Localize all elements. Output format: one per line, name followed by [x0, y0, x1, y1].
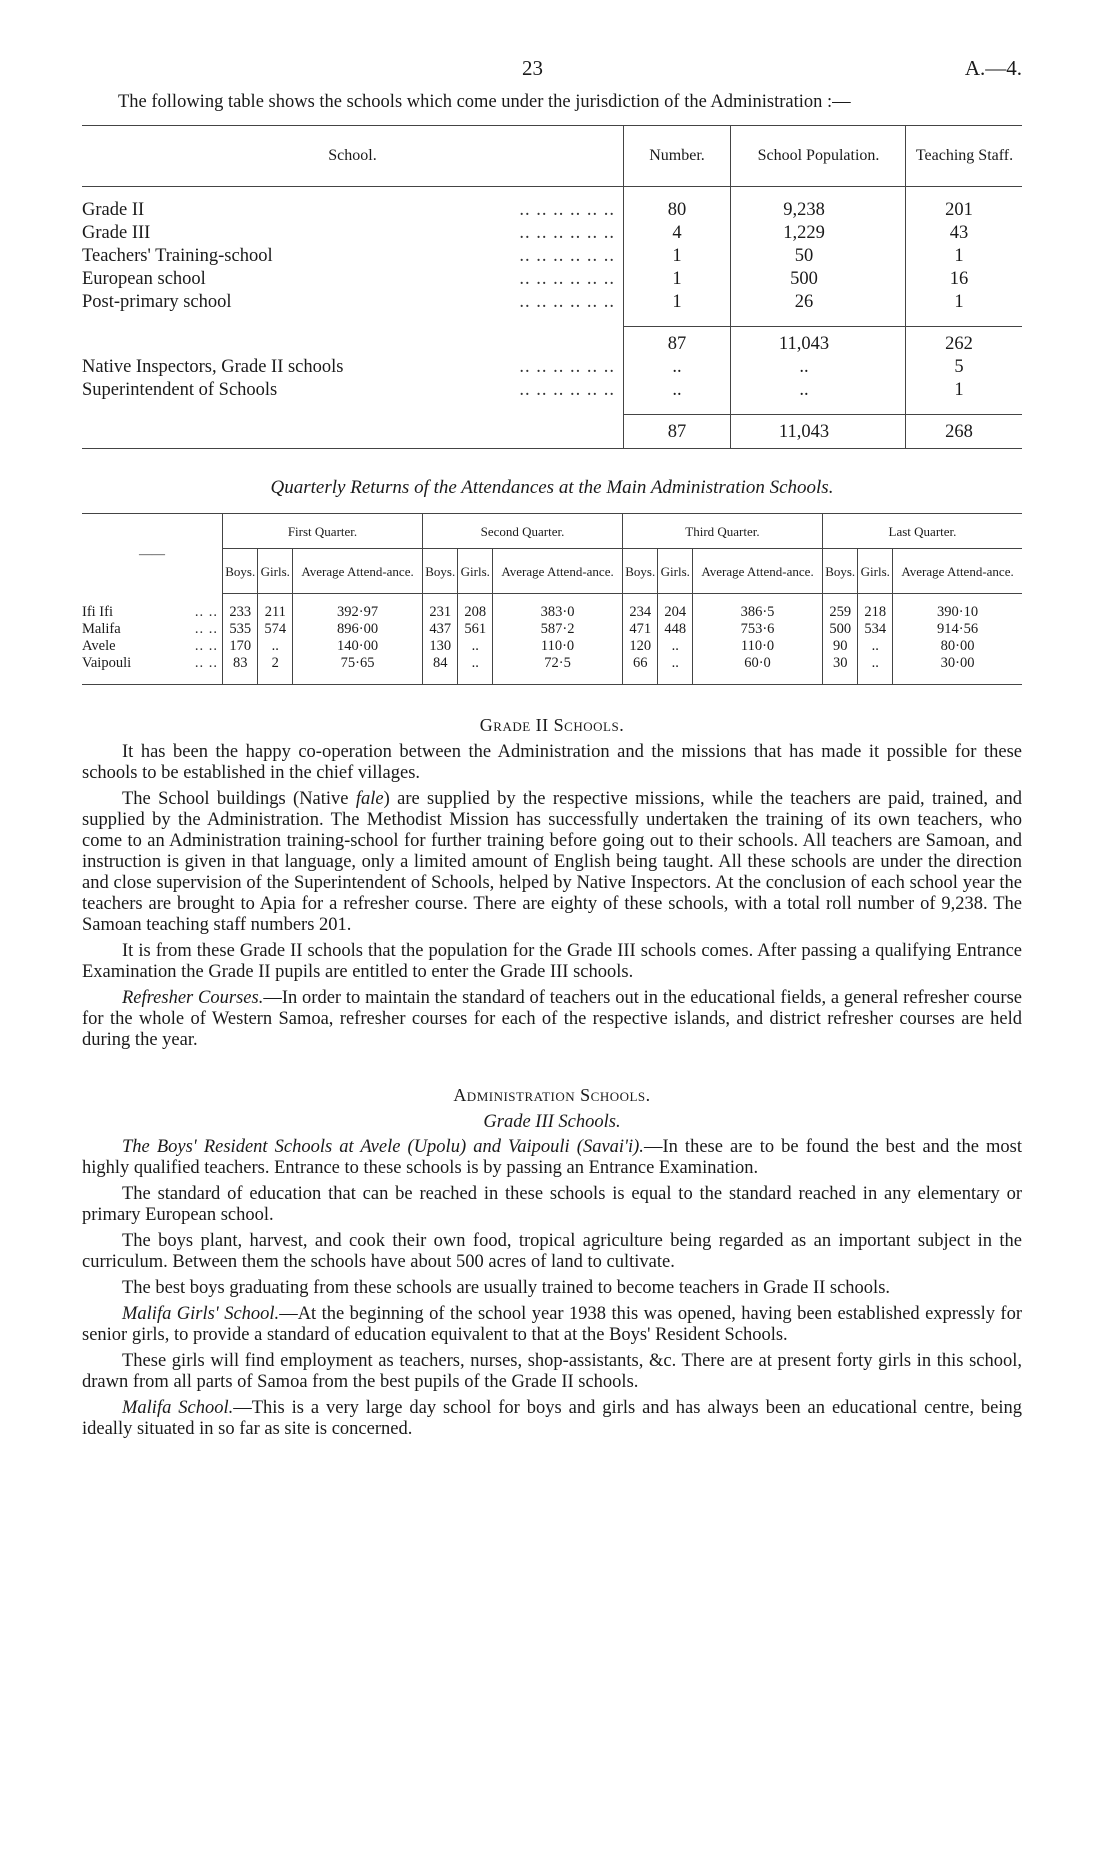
paragraph: The best boys graduating from these schools are usually trained to become teachers in Grade II schools. [122, 1278, 891, 1298]
sub-header-row [82, 549, 1022, 594]
row-staff: 201 [906, 199, 1023, 222]
cell-boys: 471 [622, 621, 657, 638]
cell-average: 110·0 [693, 638, 823, 655]
cell-average: 72·5 [493, 655, 623, 685]
subtotal-population: 11,043 [731, 327, 906, 357]
corner-header: —— [139, 546, 165, 562]
cell-boys: 120 [622, 638, 657, 655]
cell-girls: .. [858, 655, 893, 685]
row-name: Grade II [82, 200, 145, 220]
paragraph-lead: Malifa School. [122, 1398, 234, 1418]
cell-boys: 130 [422, 638, 457, 655]
total-staff: 268 [906, 415, 1023, 449]
leader-dots: .. .. .. .. .. .. [519, 357, 615, 377]
leader-dots: .. .. .. .. .. .. [519, 223, 615, 243]
row-staff: 43 [906, 222, 1023, 245]
cell-boys: 233 [223, 594, 258, 622]
cell-average: 60·0 [693, 655, 823, 685]
cell-boys: 231 [422, 594, 457, 622]
admin-section-title: Administration Schools. [453, 1085, 651, 1105]
cell-girls: 208 [458, 594, 493, 622]
cell-boys: 84 [422, 655, 457, 685]
subtotal-number: 87 [624, 327, 731, 357]
total-population: 11,043 [731, 415, 906, 449]
leader-dots: .. .. .. .. .. .. [519, 269, 615, 289]
cell-girls: 211 [258, 594, 293, 622]
paragraph: The Boys' Resident Schools at Avele (Upolu) and Vaipouli (Savai'i).—In these are to be found the best and the most highly qualified teachers. Entrance to these schools is by passing an Entrance Examination. [82, 1137, 1022, 1178]
boys-header: Boys. [822, 549, 857, 594]
row-population: 26 [731, 291, 906, 314]
table-row [82, 222, 1022, 245]
row-name: Post-primary school [82, 292, 232, 312]
cell-girls: .. [658, 638, 693, 655]
paragraph: The standard of education that can be reached in these schools is equal to the standard reached in any elementary or primary European school. [82, 1184, 1022, 1225]
table-row [82, 199, 1022, 222]
row-name: Teachers' Training-school [82, 246, 273, 266]
paragraph-lead: Malifa Girls' School. [122, 1304, 280, 1324]
row-population: 9,238 [731, 199, 906, 222]
subtotal-staff: 262 [906, 327, 1023, 357]
paragraph: Malifa School.—This is a very large day school for boys and girls and has always been an educational centre, being ideally situated in so far as site is concerned. [82, 1398, 1022, 1439]
row-staff: 1 [906, 245, 1023, 268]
cell-average: 753·6 [693, 621, 823, 638]
boys-header: Boys. [622, 549, 657, 594]
cell-boys: 66 [622, 655, 657, 685]
cell-girls: 218 [858, 594, 893, 622]
admin-section-subtitle: Grade III Schools. [483, 1112, 621, 1132]
row-population: .. [731, 356, 906, 379]
leader-dots: .. .. .. .. .. .. [519, 292, 615, 312]
paragraph: The boys plant, harvest, and cook their own food, tropical agriculture being regarded as an important subject in the curriculum. Between them the schools have about 500 acres of land to cultivate. [82, 1231, 1022, 1272]
girls-header: Girls. [258, 549, 293, 594]
header-school: School. [82, 126, 624, 187]
cell-boys: 500 [822, 621, 857, 638]
row-population: 50 [731, 245, 906, 268]
attendance-caption: Quarterly Returns of the Attendances at the Main Administration Schools. [270, 477, 834, 498]
cell-girls: 2 [258, 655, 293, 685]
document-page [82, 56, 1022, 1445]
table-row [82, 356, 1022, 379]
row-number: .. [624, 356, 731, 379]
cell-boys: 259 [822, 594, 857, 622]
girls-header: Girls. [858, 549, 893, 594]
row-name: European school [82, 269, 206, 289]
schools-table [82, 125, 1022, 449]
table-row [82, 291, 1022, 314]
subtotal-row [82, 327, 1022, 357]
quarter-header: First Quarter. [223, 514, 423, 549]
average-header: Average Attend-ance. [893, 549, 1022, 594]
schools-table-header [82, 126, 1022, 187]
header-population: School Population. [731, 126, 906, 187]
table-row [82, 638, 1022, 655]
cell-average: 80·00 [893, 638, 1022, 655]
table-row [82, 621, 1022, 638]
row-number: 1 [624, 291, 731, 314]
paragraph: It has been the happy co-operation between the Administration and the missions that has made it possible for these schools to be established in the chief villages. [82, 742, 1022, 783]
cell-girls: 561 [458, 621, 493, 638]
cell-boys: 535 [223, 621, 258, 638]
row-staff: 1 [906, 379, 1023, 402]
cell-average: 140·00 [293, 638, 423, 655]
row-name: Native Inspectors, Grade II schools [82, 357, 344, 377]
cell-average: 587·2 [493, 621, 623, 638]
paragraph: Malifa Girls' School.—At the beginning of the school year 1938 this was opened, having been established expressly for senior girls, to provide a standard of education equivalent to that at the Boys' Resident Schools. [82, 1304, 1022, 1345]
cell-girls: .. [458, 638, 493, 655]
cell-boys: 30 [822, 655, 857, 685]
boys-header: Boys. [422, 549, 457, 594]
cell-girls: .. [458, 655, 493, 685]
average-header: Average Attend-ance. [693, 549, 823, 594]
cell-average: 386·5 [693, 594, 823, 622]
cell-boys: 437 [422, 621, 457, 638]
row-number: 1 [624, 245, 731, 268]
cell-girls: .. [858, 638, 893, 655]
cell-boys: 170 [223, 638, 258, 655]
total-row [82, 415, 1022, 449]
document-reference: A.—4. [964, 56, 1022, 80]
cell-girls: .. [658, 655, 693, 685]
table-intro: The following table shows the schools which come under the jurisdiction of the Administration :— [118, 92, 851, 112]
row-name: Vaipouli [82, 655, 132, 671]
cell-average: 390·10 [893, 594, 1022, 622]
quarter-header-row [82, 514, 1022, 549]
quarter-header: Second Quarter. [422, 514, 622, 549]
cell-boys: 90 [822, 638, 857, 655]
paragraph: Refresher Courses.—In order to maintain the standard of teachers out in the educational fields, a general refresher course for the whole of Western Samoa, refresher courses for each of the respective islands, and district refresher courses are held during the year. [82, 988, 1022, 1050]
paragraph: These girls will find employment as teachers, nurses, shop-assistants, &c. There are at present forty girls in this school, drawn from all parts of Samoa from the best pupils of the Grade II schools. [82, 1351, 1022, 1392]
cell-girls: 534 [858, 621, 893, 638]
cell-average: 30·00 [893, 655, 1022, 685]
native-term: fale [355, 789, 384, 809]
average-header: Average Attend-ance. [293, 549, 423, 594]
row-name: Ifi Ifi [82, 603, 113, 620]
cell-boys: 234 [622, 594, 657, 622]
row-staff: 1 [906, 291, 1023, 314]
quarter-header: Last Quarter. [822, 514, 1022, 549]
boys-header: Boys. [223, 549, 258, 594]
cell-average: 383·0 [493, 594, 623, 622]
cell-girls: 574 [258, 621, 293, 638]
grade2-section-title: Grade II Schools. [479, 715, 625, 735]
row-population: 500 [731, 268, 906, 291]
cell-average: 110·0 [493, 638, 623, 655]
paragraph-lead: Refresher Courses. [122, 988, 264, 1008]
page-header [82, 56, 1022, 92]
leader-dots: .. .. .. .. .. .. [519, 246, 615, 266]
leader-dots: .. .. [194, 621, 218, 637]
leader-dots: .. .. [194, 638, 218, 654]
table-row [82, 655, 1022, 685]
cell-boys: 83 [223, 655, 258, 685]
row-name: Grade III [82, 223, 151, 243]
row-number: .. [624, 379, 731, 402]
row-number: 4 [624, 222, 731, 245]
girls-header: Girls. [458, 549, 493, 594]
paragraph: The School buildings (Native fale) are supplied by the respective missions, while the teachers are paid, trained, and supplied by the Administration. The Methodist Mission has successfully undertaken the training of its own teachers, who come to an Administration training-school for further training before going out to their schools. All teachers are Samoan, and instruction is given in that language, only a limited amount of English being taught. All these schools are under the direction and close supervision of the Superintendent of Schools, helped by Native Inspectors. At the conclusion of each school year the teachers are brought to Apia for a refresher course. There are eighty of these schools, with a total roll number of 9,238. The Samoan teaching staff numbers 201. [82, 789, 1022, 935]
table-row [82, 379, 1022, 402]
cell-average: 75·65 [293, 655, 423, 685]
page-number: 23 [522, 56, 543, 80]
leader-dots: .. .. .. .. .. .. [519, 380, 615, 400]
row-number: 80 [624, 199, 731, 222]
cell-average: 896·00 [293, 621, 423, 638]
table-row [82, 268, 1022, 291]
table-row [82, 594, 1022, 622]
attendance-table [82, 513, 1022, 685]
row-staff: 16 [906, 268, 1023, 291]
total-number: 87 [624, 415, 731, 449]
paragraph: It is from these Grade II schools that the population for the Grade III schools comes. After passing a qualifying Entrance Examination the Grade II pupils are entitled to enter the Grade III schools. [82, 941, 1022, 982]
row-name: Superintendent of Schools [82, 380, 278, 400]
cell-girls: 448 [658, 621, 693, 638]
header-number: Number. [624, 126, 731, 187]
cell-average: 914·56 [893, 621, 1022, 638]
cell-average: 392·97 [293, 594, 423, 622]
row-name: Malifa [82, 621, 121, 637]
leader-dots: .. .. .. .. .. .. [519, 200, 615, 220]
cell-girls: .. [258, 638, 293, 655]
leader-dots: .. .. [194, 603, 218, 620]
leader-dots: .. .. [194, 655, 218, 671]
table-row [82, 245, 1022, 268]
girls-header: Girls. [658, 549, 693, 594]
row-population: 1,229 [731, 222, 906, 245]
row-name: Avele [82, 638, 116, 654]
row-population: .. [731, 379, 906, 402]
row-number: 1 [624, 268, 731, 291]
average-header: Average Attend-ance. [493, 549, 623, 594]
cell-girls: 204 [658, 594, 693, 622]
paragraph-lead: The Boys' Resident Schools at Avele (Upolu) and Vaipouli (Savai'i). [122, 1137, 644, 1157]
header-staff: Teaching Staff. [906, 126, 1023, 187]
quarter-header: Third Quarter. [622, 514, 822, 549]
row-staff: 5 [906, 356, 1023, 379]
